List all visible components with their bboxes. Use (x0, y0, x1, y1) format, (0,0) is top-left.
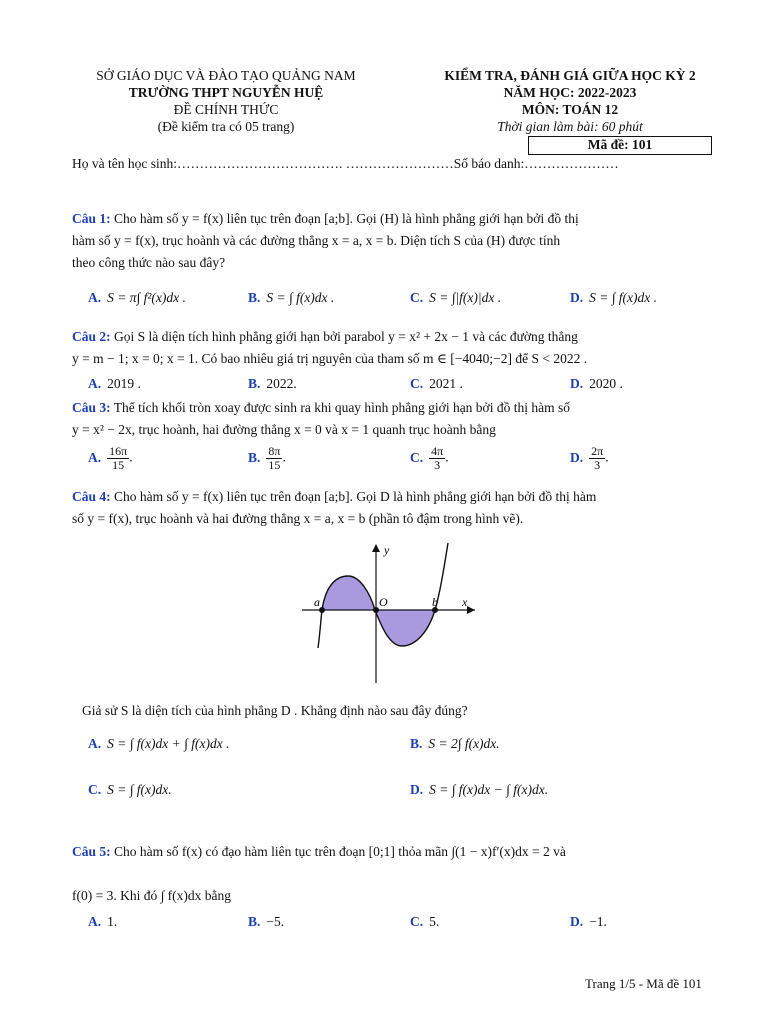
option-text: 1. (107, 914, 118, 929)
question-text: Cho hàm số y = f(x) liên tục trên đoạn [a;b]. Gọi D là hình phẳng giới hạn bởi đồ thị hàm (114, 489, 597, 504)
question-3 (72, 397, 702, 441)
x-axis-arrow-icon (467, 606, 475, 614)
time-limit: Thời gian làm bài: 60 phút (497, 119, 643, 134)
page-footer: Trang 1/5 - Mã đề 101 (585, 976, 702, 991)
option-a[interactable] (88, 914, 117, 930)
option-text: S = ∫ f(x)dx − ∫ f(x)dx. (429, 782, 549, 797)
option-text: 2021 . (429, 376, 463, 391)
b-label: b (432, 595, 438, 609)
question-text: theo công thức nào sau đây? (72, 255, 226, 270)
question-label: Câu 4: (72, 489, 111, 504)
option-letter: A. (88, 914, 102, 929)
option-d[interactable] (410, 782, 548, 798)
option-d[interactable] (570, 376, 623, 392)
question-label: Câu 5: (72, 844, 111, 859)
option-a[interactable] (88, 736, 229, 752)
function-graph (290, 538, 490, 688)
option-text: S = ∫|f(x)|dx . (429, 290, 502, 305)
department-name: SỞ GIÁO DỤC VÀ ĐÀO TẠO QUẢNG NAM (96, 68, 356, 83)
shaded-region-negative (375, 610, 435, 646)
option-a[interactable] (88, 376, 141, 392)
option-letter: B. (248, 290, 261, 305)
option-letter: B. (248, 914, 261, 929)
option-c[interactable] (410, 290, 501, 306)
question-4 (72, 486, 702, 530)
question-label: Câu 1: (72, 211, 111, 226)
fraction: $\frac{8\pi}{15}$ (268, 444, 281, 472)
option-letter: D. (410, 782, 424, 797)
option-letter: A. (88, 736, 102, 751)
school-year: NĂM HỌC: 2022-2023 (503, 85, 637, 100)
shaded-region-positive (322, 576, 375, 610)
question-text: Giả sử S là diện tích của hình phẳng D . Khẳng định nào sau đây đúng? (82, 703, 468, 718)
option-text: 2019 . (107, 376, 141, 391)
question-text: số y = f(x), trục hoành và hai đường thẳng x = a, x = b (phần tô đậm trong hình vẽ). (72, 511, 524, 526)
y-axis-arrow-icon (372, 544, 380, 552)
exam-code: Mã đề: 101 (587, 137, 653, 152)
question-text: Cho hàm số y = f(x) liên tục trên đoạn [a;b]. Gọi (H) là hình phẳng giới hạn bởi đồ thị (114, 211, 579, 226)
fraction: $\frac{16\pi}{15}$ (109, 444, 128, 472)
option-letter: C. (410, 449, 424, 465)
y-label: y (384, 543, 390, 557)
option-letter: A. (88, 449, 102, 465)
option-text: 2022. (266, 376, 297, 391)
page-count-note: (Đề kiểm tra có 05 trang) (157, 119, 295, 134)
option-b[interactable] (248, 914, 284, 930)
question-text: Thể tích khối tròn xoay được sinh ra khi quay hình phẳng giới hạn bởi đồ thị hàm số (113, 400, 570, 415)
option-d[interactable] (570, 914, 607, 930)
option-text: S = ∫ f(x)dx + ∫ f(x)dx . (107, 736, 230, 751)
option-letter: D. (570, 914, 584, 929)
question-text: Cho hàm số f(x) có đạo hàm liên tục trên đoạn [0;1] thỏa mãn ∫(1 − x)f′(x)dx = 2 và (114, 844, 566, 859)
option-b[interactable]: B. $\frac{8\pi}{15}$ . (248, 444, 286, 472)
option-text: 5. (429, 914, 440, 929)
option-letter: B. (410, 736, 423, 751)
option-letter: D. (570, 290, 584, 305)
option-letter: D. (570, 376, 584, 391)
option-letter: A. (88, 290, 102, 305)
option-c[interactable] (410, 376, 463, 392)
option-b[interactable] (410, 736, 500, 752)
question-text: f(0) = 3. Khi đó ∫ f(x)dx bằng (72, 888, 232, 903)
option-letter: B. (248, 449, 261, 465)
option-letter: C. (410, 290, 424, 305)
option-text: 2020 . (589, 376, 623, 391)
student-info-line: Họ và tên học sinh:………………………………. ……………………Số báo danh:………………… (72, 156, 619, 171)
option-letter: B. (248, 376, 261, 391)
question-text: y = m − 1; x = 0; x = 1. Có bao nhiêu giá trị nguyên của tham số m ∈ [−4040;−2] để S < 2022 . (72, 351, 588, 366)
option-text: S = ∫ f(x)dx . (266, 290, 335, 305)
option-c[interactable] (410, 914, 439, 930)
x-label: x (462, 595, 468, 609)
option-letter: D. (570, 449, 584, 465)
question-text: y = x² − 2x, trục hoành, hai đường thẳng x = 0 và x = 1 quanh trục hoành bằng (72, 422, 496, 437)
option-b[interactable] (248, 290, 334, 306)
option-c[interactable] (88, 782, 172, 798)
question-5 (72, 830, 702, 918)
option-a[interactable]: A. $\frac{16\pi}{15}$ . (88, 444, 133, 472)
option-b[interactable] (248, 376, 297, 392)
fraction: $\frac{4\pi}{3}$ (431, 444, 444, 472)
question-label: Câu 3: (72, 400, 111, 415)
option-text: S = π∫ f²(x)dx . (107, 290, 186, 305)
question-text: hàm số y = f(x), trục hoành và các đường thẳng x = a, x = b. Diện tích S của (H) được tính (72, 233, 561, 248)
option-letter: C. (410, 914, 424, 929)
question-1 (72, 208, 702, 274)
question-2 (72, 326, 702, 370)
option-letter: C. (410, 376, 424, 391)
school-name: TRƯỜNG THPT NGUYỄN HUỆ (128, 85, 324, 100)
option-d[interactable] (570, 290, 657, 306)
option-d[interactable]: D. $\frac{2\pi}{3}$ . (570, 444, 609, 472)
option-a[interactable] (88, 290, 186, 306)
option-text: S = ∫ f(x)dx. (107, 782, 172, 797)
option-text: −5. (266, 914, 285, 929)
option-letter: C. (88, 782, 102, 797)
option-text: S = ∫ f(x)dx . (589, 290, 658, 305)
question-label: Câu 2: (72, 329, 111, 344)
option-text: −1. (589, 914, 607, 929)
a-label: a (314, 595, 320, 609)
subject: MÔN: TOÁN 12 (521, 102, 619, 117)
official-label: ĐỀ CHÍNH THỨC (173, 102, 279, 117)
question-text: Gọi S là diện tích hình phẳng giới hạn bởi parabol y = x² + 2x − 1 và các đường thẳng (114, 329, 578, 344)
option-text: S = 2∫ f(x)dx. (428, 736, 500, 751)
option-letter: A. (88, 376, 102, 391)
exam-title: KIỂM TRA, ĐÁNH GIÁ GIỮA HỌC KỲ 2 (444, 68, 696, 83)
fraction: $\frac{2\pi}{3}$ (591, 444, 604, 472)
o-label: O (379, 595, 388, 609)
option-c[interactable]: C. $\frac{4\pi}{3}$ . (410, 444, 449, 472)
